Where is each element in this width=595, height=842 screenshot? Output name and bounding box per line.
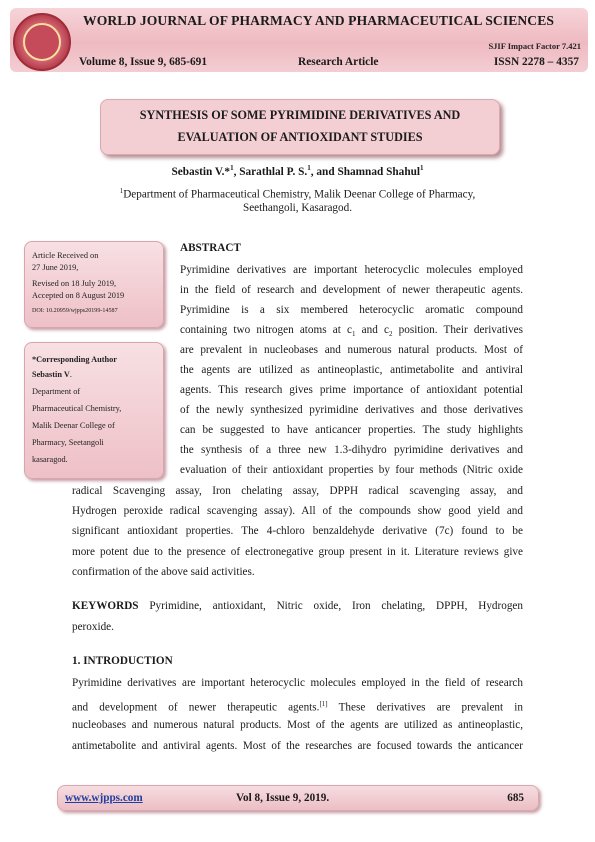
corresponding-name-line [32,370,72,379]
subscript: 1 [351,330,356,339]
received-date: 27 June 2019, [32,263,79,272]
abstract-line: in the field of research and development of newer therapeutic agents. [180,284,523,296]
author-2: Sarathlal P. S. [239,165,308,178]
revised-date: Revised on 18 July 2019, [32,279,117,288]
author-2-sup: 1 [307,164,311,172]
corresponding-line-4: Pharmacy, Seetangoli [32,438,104,447]
keywords-line-2: peroxide. [72,621,114,633]
abstract-text: position. Their derivatives [392,324,523,336]
abstract-line: agents. This research gives prime importance of antioxidant potential [180,384,523,396]
author-3: Shamnad Shahul [337,165,421,178]
title-line-2: EVALUATION OF ANTIOXIDANT STUDIES [177,130,423,144]
subscript: 2 [388,330,393,339]
abstract-line: Pyrimidine is a six membered heterocyclic aromatic compound [180,304,523,316]
impact-factor: SJIF Impact Factor 7.421 [488,41,581,51]
keywords-line-1 [72,599,523,613]
abstract-line: Hydrogen peroxide radical scavenging assay). All of the compounds show good yield and [72,505,523,517]
keywords-label: KEYWORDS [72,600,139,612]
keywords-text: Pyrimidine, antioxidant, Nitric oxide, Iron chelating, DPPH, Hydrogen [138,600,523,612]
corresponding-line-3: Malik Deenar College of [32,421,115,430]
footer-bar [57,785,539,811]
intro-text: These derivatives are prevalent in [327,701,523,714]
received-label: Article Received on [32,251,99,260]
intro-line [72,697,523,715]
author-sep-2: , and [310,165,338,178]
journal-title: WORLD JOURNAL OF PHARMACY AND PHARMACEUTICAL SCIENCES [83,13,555,28]
article-info-box [24,241,164,328]
abstract-line: can be suggested to have anticancer properties. The study highlights [180,424,523,436]
corresponding-heading: *Corresponding Author [32,355,117,364]
logo-inner-ring [23,23,61,61]
corresponding-name-end: . [69,370,72,379]
title-box [100,99,500,155]
corresponding-line-1: Department of [32,387,81,396]
introduction-heading: 1. INTRODUCTION [72,655,173,667]
corresponding-line-2: Pharmaceutical Chemistry, [32,404,122,413]
authors [0,164,595,178]
article-type: Research Article [298,56,379,68]
abstract-line [180,323,523,341]
abstract-line: radical Scavenging assay, Iron chelating assay, DPPH radical scavenging assay, and [72,485,523,497]
abstract-line: the agents are utilized as antineoplastic, antimetabolite and antiviral [180,364,523,376]
corresponding-name: Sebastin V [32,370,70,379]
issn: ISSN 2278 – 4357 [493,56,579,68]
accepted-date: Accepted on 8 August 2019 [32,291,125,300]
abstract-line: the synthesis of a three new 1.3-dihydro pyrimidine derivatives and [180,444,523,456]
abstract-heading: ABSTRACT [180,242,241,254]
intro-line: nucleobases and numerous natural products. Most of the agents are utilized as antineoplastic, [72,719,523,731]
abstract-text: and c [355,324,389,336]
abstract-line: of the newly synthesized pyrimidine derivatives and those derivatives [180,404,523,416]
intro-line: Pyrimidine derivatives are important heterocyclic molecules employed in the field of research [72,677,523,689]
affiliation-sup: 1 [119,187,124,195]
caduceus-seal-icon [13,13,71,71]
abstract-line: significant antioxidant properties. The 4-chloro benzaldehyde derivative (7c) found to be [72,525,523,537]
affiliation-line-2: Seethangoli, Kasaragod. [242,202,353,214]
intro-text: and development of newer therapeutic agents. [72,701,320,714]
abstract-line: confirmation of the above said activities. [72,566,255,578]
affiliation-line-1 [0,187,595,201]
volume-info: Volume 8, Issue 9, 685-691 [79,56,208,68]
citation-ref: [1] [319,700,328,708]
corresponding-author-box [24,342,164,479]
intro-line: antimetabolite and antiviral agents. Most of the researches are focused towards the anticancer [72,740,523,752]
abstract-line: more potent due to the presence of electronegative group present in it. Literature reviews give [72,546,523,558]
footer-issue: Vol 8, Issue 9, 2019. [236,792,330,804]
journal-website-link[interactable]: www.wjpps.com [65,792,143,804]
abstract-line: evaluation of their antioxidant properties by four methods (Nitric oxide [180,464,523,476]
author-sep-1: , [233,165,240,178]
author-1-sup: 1 [230,164,234,172]
abstract-line: Pyrimidine derivatives are important heterocyclic molecules employed [180,264,523,276]
author-1: Sebastin V.* [171,165,231,178]
doi: DOI: 10.20959/wjpps20199-14587 [32,308,118,314]
corresponding-line-5: kasaragod. [32,455,68,464]
title-line-1: SYNTHESIS OF SOME PYRIMIDINE DERIVATIVES AND [139,108,461,122]
page-number: 685 [507,792,524,804]
abstract-line: are prevalent in nucleobases and numerous natural products. Most of [180,344,523,356]
author-3-sup: 1 [420,164,424,172]
abstract-text: containing two nitrogen atoms at c [180,324,352,336]
affiliation-text-1: Department of Pharmaceutical Chemistry, Malik Deenar College of Pharmacy, [123,188,476,201]
